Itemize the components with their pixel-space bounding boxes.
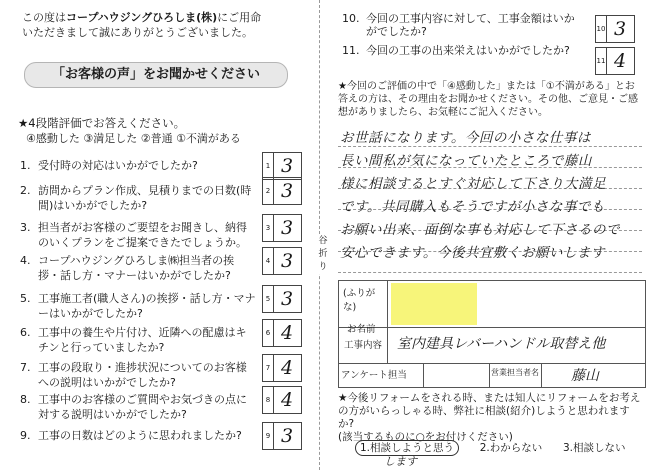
question-1 <box>20 158 258 173</box>
answer-value: 3 <box>613 18 627 40</box>
question-number: 9. <box>20 429 31 442</box>
option-unsure[interactable]: 2.わからない <box>479 442 543 454</box>
answer-box-8[interactable] <box>262 386 302 414</box>
question-number: 6. <box>20 326 31 339</box>
col-divider <box>423 364 424 387</box>
row-divider-2 <box>339 363 645 364</box>
box-number: 10 <box>596 16 607 42</box>
question-8 <box>20 392 258 422</box>
handwritten-note: します <box>384 455 417 468</box>
question-number: 11. <box>342 44 360 57</box>
furigana-label: (ふりがな) <box>343 288 376 313</box>
staff-label: 営業担当者名 <box>491 368 539 377</box>
survey-label: アンケート担当 <box>341 370 407 381</box>
comment-line: お願い出来、面倒な事も対応して下さるので <box>340 222 620 238</box>
staff-name: 藤山 <box>571 368 599 384</box>
intro-line2: いただきまして誠にありがとうございました。 <box>22 26 253 39</box>
question-text: 今回の工事の出来栄えはいかがでしたか? <box>366 44 570 57</box>
question-number: 3. <box>20 221 31 234</box>
instructions <box>18 116 241 146</box>
referral-hint: (該当するものに○をお付けください) <box>338 431 513 443</box>
name-label: お名前 <box>347 324 376 335</box>
question-7 <box>20 360 258 390</box>
intro-prefix: この度は <box>22 11 66 24</box>
question-text: 今回の工事内容に対して、工事金額はいかがでしたか? <box>366 12 575 38</box>
instructions-title: ★4段階評価でお答えください。 <box>18 116 186 130</box>
option-consult[interactable]: 1.相談しようと思う <box>355 440 459 456</box>
voice-banner: 「お客様の声」をお聞かせください <box>24 62 288 88</box>
box-number: 11 <box>596 48 607 74</box>
question-number: 7. <box>20 361 31 374</box>
answer-box-10[interactable] <box>595 15 635 43</box>
comment-line: 様に相談するとすぐ対応して下さり大満足 <box>340 176 606 192</box>
option-no[interactable]: 3.相談しない <box>562 442 626 454</box>
name-label-cell <box>339 281 388 335</box>
answer-box-9[interactable] <box>262 422 302 450</box>
intro-text <box>22 10 322 40</box>
answer-value: 3 <box>280 217 294 239</box>
question-text: コープハウジングひろしま㈱担当者の挨拶・話し方・マナーはいかがでしたか? <box>38 254 235 282</box>
question-text: 受付時の対応はいかがでしたか? <box>38 159 198 172</box>
box-number: 7 <box>263 355 274 381</box>
answer-value: 4 <box>613 50 627 72</box>
question-number: 10. <box>342 12 360 25</box>
answer-box-3[interactable] <box>262 214 302 242</box>
answer-value: 3 <box>280 180 294 202</box>
intro-suffix: にご用命 <box>217 11 262 24</box>
fold-label: 谷折り <box>318 236 328 272</box>
row-divider <box>387 327 645 328</box>
question-number: 4. <box>20 254 31 267</box>
question-10 <box>342 12 582 38</box>
question-number: 2. <box>20 184 31 197</box>
referral-question <box>338 392 642 444</box>
question-text: 工事の日数はどのように思われましたか? <box>38 429 242 442</box>
answer-value: 4 <box>280 322 294 344</box>
question-number: 5. <box>20 292 31 305</box>
answer-box-4[interactable] <box>262 247 302 275</box>
answer-box-5[interactable] <box>262 285 302 313</box>
answer-value: 4 <box>280 357 294 379</box>
box-number: 9 <box>263 423 274 449</box>
work-content: 室内建具レバーハンドル取替え他 <box>397 336 606 352</box>
answer-box-11[interactable] <box>595 47 635 75</box>
question-2 <box>20 183 258 213</box>
question-text: 工事施工者(職人さん)の挨拶・話し方・マナーはいかがでしたか? <box>38 292 256 320</box>
question-4 <box>20 253 258 283</box>
box-number: 8 <box>263 387 274 413</box>
question-3 <box>20 220 258 250</box>
box-number: 5 <box>263 286 274 312</box>
answer-value: 3 <box>280 288 294 310</box>
company-name: コープハウジングひろしま(株) <box>66 11 218 24</box>
box-number: 6 <box>263 320 274 346</box>
question-text: 訪問からプラン作成、見積りまでの日数(時間)はいかがでしたか? <box>38 184 252 212</box>
answer-value: 4 <box>280 389 294 411</box>
comment-line: です。共同購入もそうですが小さな事でも <box>340 199 605 215</box>
redacted-name <box>391 283 477 325</box>
answer-box-7[interactable] <box>262 354 302 382</box>
box-number: 4 <box>263 248 274 274</box>
question-11 <box>342 44 582 57</box>
question-number: 8. <box>20 393 31 406</box>
question-text: 工事の段取り・進捗状況についてのお客様への説明はいかがでしたか? <box>38 361 247 389</box>
question-text: 工事中の養生や片付け、近隣への配慮はキチンと行っていましたか? <box>38 326 247 354</box>
col-divider-3 <box>541 364 542 387</box>
question-9 <box>20 428 258 443</box>
answer-value: 3 <box>280 250 294 272</box>
question-6 <box>20 325 258 355</box>
rating-scale: ④感動した ③満足した ②普通 ①不満がある <box>26 132 241 145</box>
answer-value: 3 <box>280 425 294 447</box>
answer-value: 3 <box>280 155 294 177</box>
comment-line: 長い間私が気になっていたところで藤山 <box>340 153 592 169</box>
question-text: 工事中のお客様のご質問やお気づきの点に対する説明はいかがでしたか? <box>38 393 247 421</box>
box-number: 3 <box>263 215 274 241</box>
referral-question-text: ★今後リフォームをされる時、または知人にリフォームをお考えの方がいらっしゃる時、弊社に相談(紹介)しようと思われますか? <box>338 392 641 430</box>
answer-box-2[interactable] <box>262 177 302 205</box>
question-text: 担当者がお客様のご要望をお聞きし、納得のいくプランをご提案できたでしょうか。 <box>38 221 247 249</box>
question-number: 1. <box>20 159 31 172</box>
box-number: 2 <box>263 178 274 204</box>
question-5 <box>20 291 258 321</box>
customer-info-table <box>338 280 646 388</box>
comment-instructions: ★今回のご評価の中で「④感動した」または「①不満がある」とお答えの方は、その理由をお聞かせください。その他、ご意見・ご感想がありましたら、お気軽にご記入ください。 <box>338 81 638 118</box>
box-number: 1 <box>263 153 274 179</box>
comment-line: お世話になります。今回の小さな仕事は <box>340 130 591 146</box>
answer-box-1[interactable] <box>262 152 302 180</box>
work-label: 工事内容 <box>339 328 388 364</box>
answer-box-6[interactable] <box>262 319 302 347</box>
col-divider-2 <box>489 364 490 387</box>
comment-line: 安心できます。今後共宜敷くお願いします <box>340 245 605 261</box>
